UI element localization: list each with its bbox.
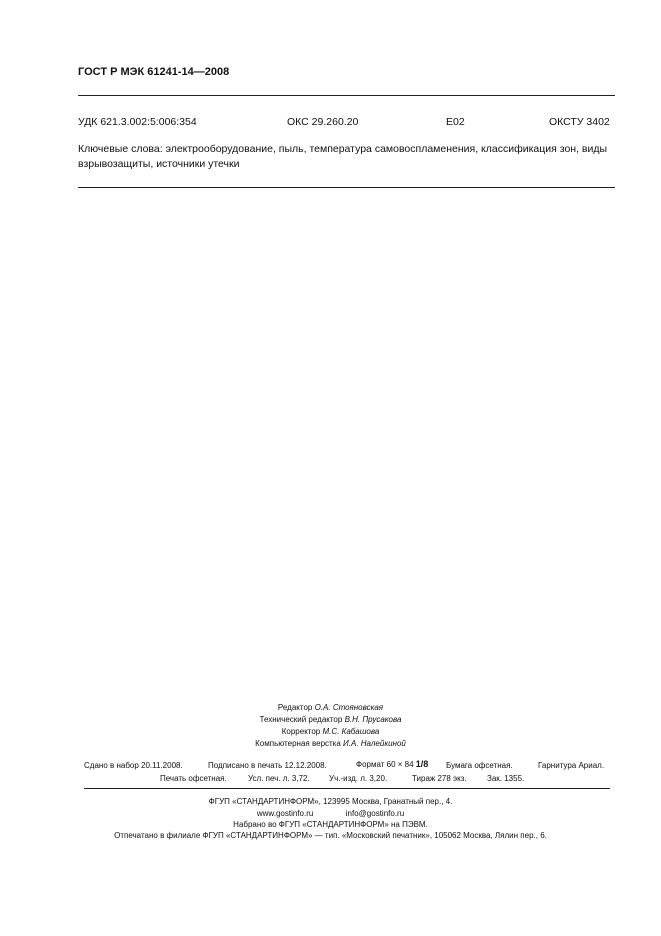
publisher-address: ФГУП «СТАНДАРТИНФОРМ», 123995 Москва, Гранатный пер., 4. (208, 797, 453, 806)
credit-corrector (0, 727, 661, 736)
credit-layout (0, 739, 661, 748)
layout-label: Компьютерная верстка (255, 739, 341, 748)
corrector-name: М.С. Кабашова (322, 727, 380, 736)
credit-tech-editor (0, 715, 661, 724)
submitted-date: Сдано в набор 20.11.2008. (84, 761, 183, 770)
tech-editor-label: Технический редактор (259, 715, 343, 724)
typeface: Гарнитура Ариал. (538, 761, 605, 770)
keywords-text: электрооборудование, пыль, температура самовоспламенения, классификация зон, виды взрывозащиты, источники утечки (78, 143, 608, 170)
e-code: Е02 (446, 116, 465, 128)
keywords-divider (78, 187, 615, 188)
printed-note: Отпечатано в филиале ФГУП «СТАНДАРТИНФОРМ» — тип. «Московский печатник», 105062 Москва, Лялин пер., 6. (114, 831, 547, 840)
format-label: Формат 60 × 84 (356, 760, 414, 769)
corrector-label: Корректор (281, 727, 321, 736)
order-number: Зак. 1355. (487, 774, 525, 783)
editor-name: О.А. Стояновская (314, 703, 384, 712)
credit-editor (0, 703, 661, 712)
okstu-code: ОКСТУ 3402 (549, 116, 610, 128)
publisher-website[interactable]: www.gostinfo.ru (256, 809, 314, 818)
udk-code: УДК 621.3.002:5:006:354 (78, 116, 197, 128)
format-fraction: 1/8 (415, 759, 429, 769)
keywords-label: Ключевые слова: (78, 143, 163, 155)
signed-date: Подписано в печать 12.12.2008. (208, 761, 327, 770)
oks-code: ОКС 29.260.20 (287, 116, 359, 128)
typeset-note: Набрано во ФГУП «СТАНДАРТИНФОРМ» на ПЭВМ. (233, 820, 428, 829)
print-run: Тираж 278 экз. (412, 774, 467, 783)
publisher-contacts (0, 809, 661, 818)
conventional-sheets: Усл. печ. л. 3,72. (248, 774, 310, 783)
layout-name: И.А. Налейкиной (343, 739, 406, 748)
editor-label: Редактор (277, 703, 313, 712)
publisher-email[interactable]: info@gostinfo.ru (345, 809, 405, 818)
standard-code: ГОСТ Р МЭК 61241-14—2008 (78, 66, 230, 78)
header-divider (78, 95, 615, 96)
paper-format (356, 759, 428, 769)
tech-editor-name: В.Н. Прусакова (344, 715, 402, 724)
imprint-divider (84, 788, 610, 789)
keywords-block (78, 142, 615, 172)
publisher-sheets: Уч.-изд. л. 3,20. (329, 774, 388, 783)
paper-type: Бумага офсетная. (446, 761, 513, 770)
printing-method: Печать офсетная. (160, 774, 227, 783)
